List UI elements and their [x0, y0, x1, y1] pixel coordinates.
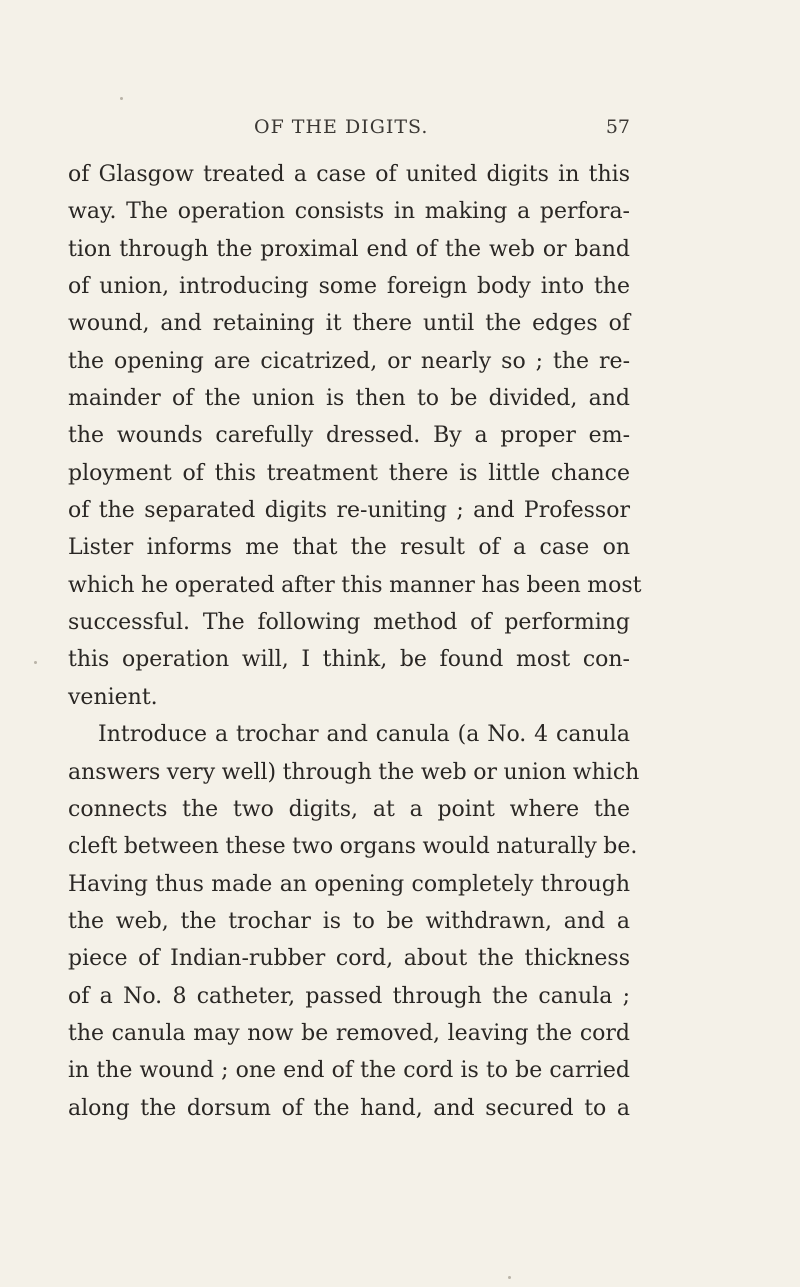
text-line: of a No. 8 catheter, passed through the canula ;	[68, 983, 630, 1009]
running-title: OF THE DIGITS.	[254, 116, 429, 138]
page-number: 57	[605, 116, 630, 138]
page-speck	[120, 97, 123, 100]
text-line: which he operated after this manner has been most	[68, 572, 642, 598]
text-line: of union, introducing some foreign body into the	[68, 274, 630, 300]
text-line: venient.	[68, 684, 158, 710]
text-line: way. The operation consists in making a perfora-	[68, 199, 630, 225]
body-text	[68, 156, 642, 1127]
text-line: Having thus made an opening completely through	[68, 871, 630, 897]
text-line: mainder of the union is then to be divided, and	[68, 386, 630, 412]
text-line: the opening are cicatrized, or nearly so ; the re-	[68, 348, 630, 374]
paragraph-2	[68, 716, 640, 1127]
text-line: the wounds carefully dressed. By a proper em-	[68, 423, 630, 449]
text-line: the web, the trochar is to be withdrawn, and a	[68, 908, 630, 934]
text-line: Lister informs me that the result of a case on	[68, 535, 630, 561]
text-line: successful. The following method of performing	[68, 610, 630, 636]
paragraph-1	[68, 156, 642, 716]
running-head	[68, 116, 630, 146]
text-line: along the dorsum of the hand, and secured to a	[68, 1095, 630, 1121]
text-line: this operation will, I think, be found most con-	[68, 647, 630, 673]
text-line: answers very well) through the web or union which	[68, 759, 640, 785]
page-speck	[34, 661, 37, 664]
text-line: of the separated digits re-uniting ; and Professor	[68, 498, 630, 524]
text-line: piece of Indian-rubber cord, about the thickness	[68, 946, 630, 972]
text-line: connects the two digits, at a point where the	[68, 796, 630, 822]
text-line: cleft between these two organs would naturally be.	[68, 834, 638, 860]
text-line: tion through the proximal end of the web or band	[68, 236, 630, 262]
text-line: of Glasgow treated a case of united digits in this	[68, 162, 630, 187]
text-line: ployment of this treatment there is little chance	[68, 460, 630, 486]
text-line: the canula may now be removed, leaving the cord	[68, 1020, 630, 1046]
text-line: wound, and retaining it there until the edges of	[68, 311, 630, 337]
text-line: in the wound ; one end of the cord is to be carried	[68, 1058, 630, 1084]
text-line: Introduce a trochar and canula (a No. 4 canula	[98, 722, 630, 748]
page-speck	[508, 1276, 511, 1279]
